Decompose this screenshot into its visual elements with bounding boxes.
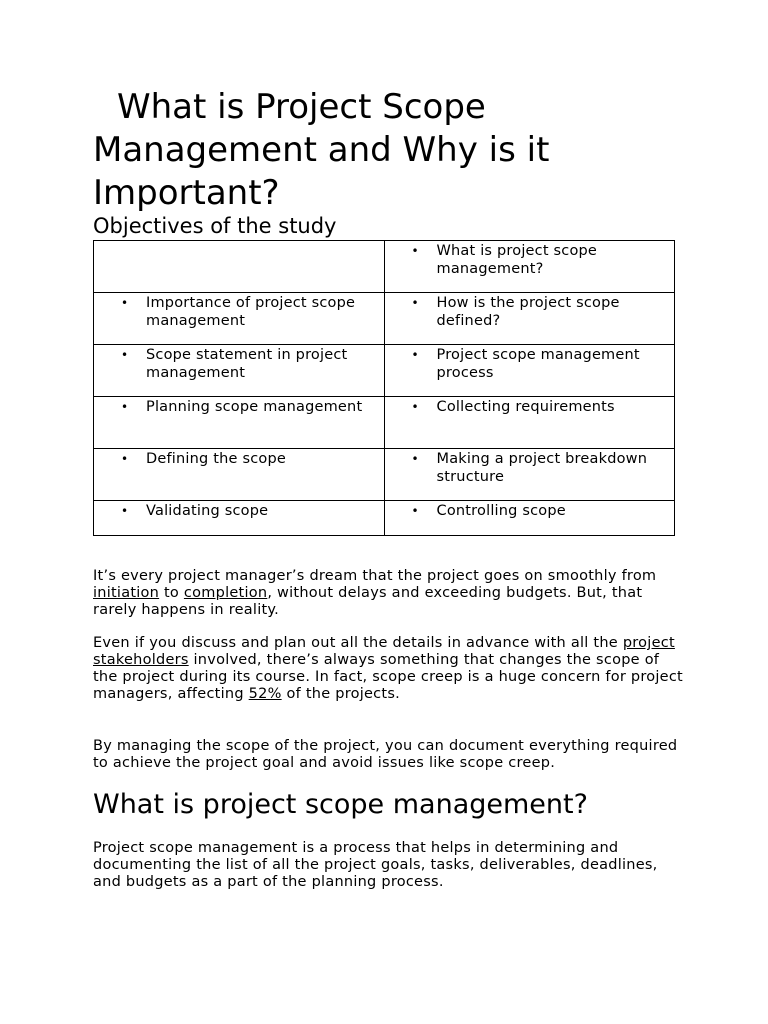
objectives-heading: Objectives of the study [93,214,337,238]
table-cell [94,345,385,397]
table-row [94,397,675,449]
table-cell [94,397,385,449]
definition-paragraph: Project scope management is a process that helps in determining and documenting the list of all the project goals, tasks, deliverables, deadlines, and budgets as a part of the planning process. [93,840,658,890]
table-row [94,293,675,345]
list-item [94,501,384,521]
bullet-icon: • [411,296,419,310]
project-stakeholders-link[interactable]: project stakeholders [93,635,675,668]
list-item [385,345,675,382]
table-row [94,449,675,501]
bullet-icon: • [121,504,129,518]
bullet-icon: • [411,400,419,414]
list-item-label: How is the project scope defined? [436,295,620,329]
bullet-icon: • [121,400,129,414]
table-row [94,241,675,293]
percentage-link[interactable]: 52% [248,686,282,702]
bullet-icon: • [411,244,419,258]
table-cell [384,293,675,345]
table-row [94,345,675,397]
list-item-label: Project scope management process [436,347,640,381]
list-item [385,397,675,417]
list-item [94,449,384,469]
table-cell [94,293,385,345]
page-title-text: What is Project Scope Management and Why is it Important? [93,87,550,213]
table-cell [94,241,385,293]
list-item-label: What is project scope management? [436,243,598,277]
list-item [94,293,384,330]
section-heading: What is project scope management? [93,789,588,820]
bullet-icon: • [411,348,419,362]
list-item-label: Importance of project scope management [146,295,356,329]
stakeholders-text-1: Even if you discuss and plan out all the details in advance with all the [93,635,623,651]
initiation-link[interactable]: initiation [93,585,160,601]
objectives-table [93,240,675,536]
list-item-label: Validating scope [146,503,269,519]
list-item [385,449,675,486]
stakeholders-text-2: involved, there’s always something that changes the scope of the project during its course. In fact, scope creep is a huge concern for project managers, affecting [93,652,683,702]
table-cell [384,449,675,501]
list-item-label: Scope statement in project management [146,347,348,381]
table-cell [384,397,675,449]
list-item [94,345,384,382]
table-cell [94,501,385,536]
bullet-icon: • [411,452,419,466]
list-item-label: Controlling scope [436,503,566,519]
table-cell [384,501,675,536]
table-cell [94,449,385,501]
list-item-label: Planning scope management [146,399,363,415]
scope-creep-paragraph: By managing the scope of the project, you can document everything required to achieve the project goal and avoid issues like scope creep. [93,738,678,771]
table-cell [384,241,675,293]
objectives-table-body [94,241,675,536]
bullet-icon: • [121,348,129,362]
stakeholders-text-3: of the projects. [281,686,400,702]
intro-text-1: It’s every project manager’s dream that the project goes on smoothly from [93,568,657,584]
intro-paragraph [93,568,683,619]
intro-text-2: to [159,585,184,601]
intro-text-3: , without delays and exceeding budgets. But, that rarely happens in reality. [93,585,643,618]
list-item [385,241,675,278]
list-item [385,501,675,521]
bullet-icon: • [121,296,129,310]
page-title [93,86,675,215]
list-item-label: Making a project breakdown structure [436,451,648,485]
stakeholders-paragraph [93,635,683,703]
table-row [94,501,675,536]
list-item-label: Defining the scope [146,451,286,467]
list-item [94,397,384,417]
table-cell [384,345,675,397]
list-item [385,293,675,330]
completion-link[interactable]: completion [183,585,268,601]
bullet-icon: • [411,504,419,518]
bullet-icon: • [121,452,129,466]
list-item-label: Collecting requirements [436,399,615,415]
